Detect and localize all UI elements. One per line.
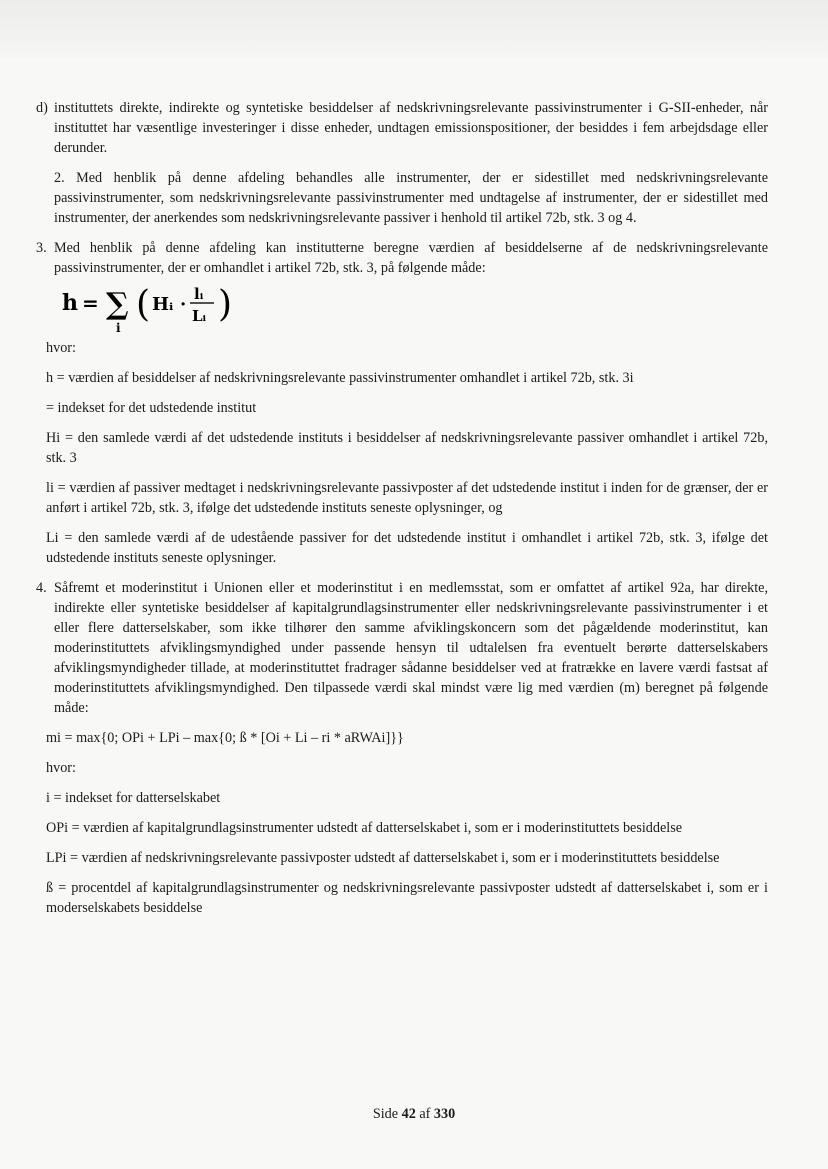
scan-header-band [0, 0, 828, 58]
list-marker: d) [36, 100, 48, 116]
definition-text: h = værdien af besiddelser af nedskrivningsrelevante passivinstrumenter omhandlet i artikel 72b, stk. 3i [46, 370, 634, 386]
footer-page-number: 42 [401, 1106, 416, 1122]
svg-text:(: ( [136, 284, 151, 325]
definition-text: = indekset for det udstedende institut [46, 400, 257, 416]
definition-h [36, 368, 768, 388]
hvor-label-1 [36, 338, 768, 358]
paragraph-3 [36, 238, 768, 278]
hvor-label-2 [36, 758, 768, 778]
definition-text: ß = procentdel af kapitalgrundlagsinstrumenter og nedskrivningsrelevante passivposter udstedt af datterselskabet i, som er i moderselskabets besiddelse [46, 880, 768, 916]
paragraph-text: 2. Med henblik på denne afdeling behandles alle instrumenter, der er sidestillet med nedskrivningsrelevante passivinstrumenter, som nedskrivningsrelevante passivinstrumenter med undtagelse af instrumenter, der er sidestillet med instrumenter, der anerkendes som nedskrivningsrelevante passiver i henhold til artikel 72b, stk. 3 og 4. [54, 170, 768, 226]
definition-text: OPi = værdien af kapitalgrundlagsinstrumenter udstedt af datterselskabet i, som er i moderinstituttets besiddelse [46, 820, 683, 836]
definition-OPi [36, 818, 768, 838]
definition-text: i = indekset for datterselskabet [46, 790, 221, 806]
formula-eq: = [82, 291, 99, 315]
definition-text: li = værdien af passiver medtaget i nedskrivningsrelevante passivposter af det udstedende institut i inden for de grænser, der er anført i artikel 72b, stk. 3, ifølge det udstedende instituts seneste oplysninger, og [46, 480, 768, 516]
fraction-denominator: Lᵢ [192, 307, 207, 325]
hvor-text: hvor: [46, 760, 76, 776]
paragraph-text: instituttets direkte, indirekte og syntetiske besiddelser af nedskrivningsrelevante passivinstrumenter i G-SII-enheder, når instituttet har væsentlige investeringer i disse enheder, undtagen emissionspositioner, der besiddes i fem arbejdsdage eller derunder. [54, 100, 768, 156]
hvor-text: hvor: [46, 340, 76, 356]
definition-Hi [36, 428, 768, 468]
paragraph-text: Med henblik på denne afdeling kan institutterne beregne værdien af besiddelserne af de nedskrivningsrelevante passivinstrumenter, der er omhandlet i artikel 72b, stk. 3, på følgende måde: [54, 240, 768, 276]
paragraph-4 [36, 578, 768, 718]
definition-Li [36, 528, 768, 568]
definition-beta [36, 878, 768, 918]
sum-index: i [116, 321, 121, 335]
document-body [36, 98, 768, 928]
list-marker: 4. [36, 580, 47, 596]
footer-total-pages: 330 [433, 1106, 456, 1122]
formula-lhs: h [62, 290, 78, 316]
definition-text: Hi = den samlede værdi af det udstedende instituts i besiddelser af nedskrivningsrelevante passiver omhandlet i artikel 72b, stk. 3 [46, 430, 768, 466]
formula-dot: · [180, 294, 187, 315]
page-footer [0, 1106, 828, 1123]
fraction-numerator: lᵢ [194, 285, 204, 303]
definition-text: Li = den samlede værdi af de udestående passiver for det udstedende institut i omhandlet i artikel 72b, stk. 3, ifølge det udstedende instituts seneste oplysninger. [46, 530, 768, 566]
paragraph-2 [36, 168, 768, 228]
definition-text: LPi = værdien af nedskrivningsrelevante passivposter udstedt af datterselskabet i, som er i moderinstituttets besiddelse [46, 850, 720, 866]
sum-symbol: ∑ [106, 287, 129, 322]
formula-h-svg [58, 280, 278, 336]
definition-i [36, 398, 768, 418]
footer-mid: af [419, 1106, 431, 1122]
definition-li [36, 478, 768, 518]
formula-H: Hᵢ [152, 294, 174, 315]
paragraph-text: Såfremt et moderinstitut i Unionen eller et moderinstitut i en medlemsstat, som er omfattet af artikel 92a, har direkte, indirekte eller syntetiske besiddelser af kapitalgrundlagsinstrumenter eller nedskrivningsrelevante passivinstrumenter i et eller flere datterselskaber, som ikke tilhører den samme afviklingskoncern som det pågældende moderinstitut, kan moderinstituttets afviklingsmyndighed under passende hensyn til udtalelsen fra eventuelt berørte datterselskabers afviklingsmyndigheder tillade, at moderinstituttet fradrager sådanne besiddelser ved at fratrække en lavere værdi fastsat af moderinstituttets afviklingsmyndighed. Den tilpassede værdi skal mindst være lig med værdien (m) beregnet på følgende måde: [54, 580, 768, 716]
footer-prefix: Side [372, 1106, 399, 1122]
formula-m [36, 728, 768, 748]
svg-text:): ) [218, 284, 233, 325]
list-marker: 3. [36, 240, 47, 256]
formula-h [58, 280, 768, 336]
definition-i2 [36, 788, 768, 808]
formula-text: mi = max{0; OPi + LPi – max{0; ß * [Oi + Li – ri * aRWAi]}} [46, 730, 404, 746]
paragraph-d [36, 98, 768, 158]
definition-LPi [36, 848, 768, 868]
